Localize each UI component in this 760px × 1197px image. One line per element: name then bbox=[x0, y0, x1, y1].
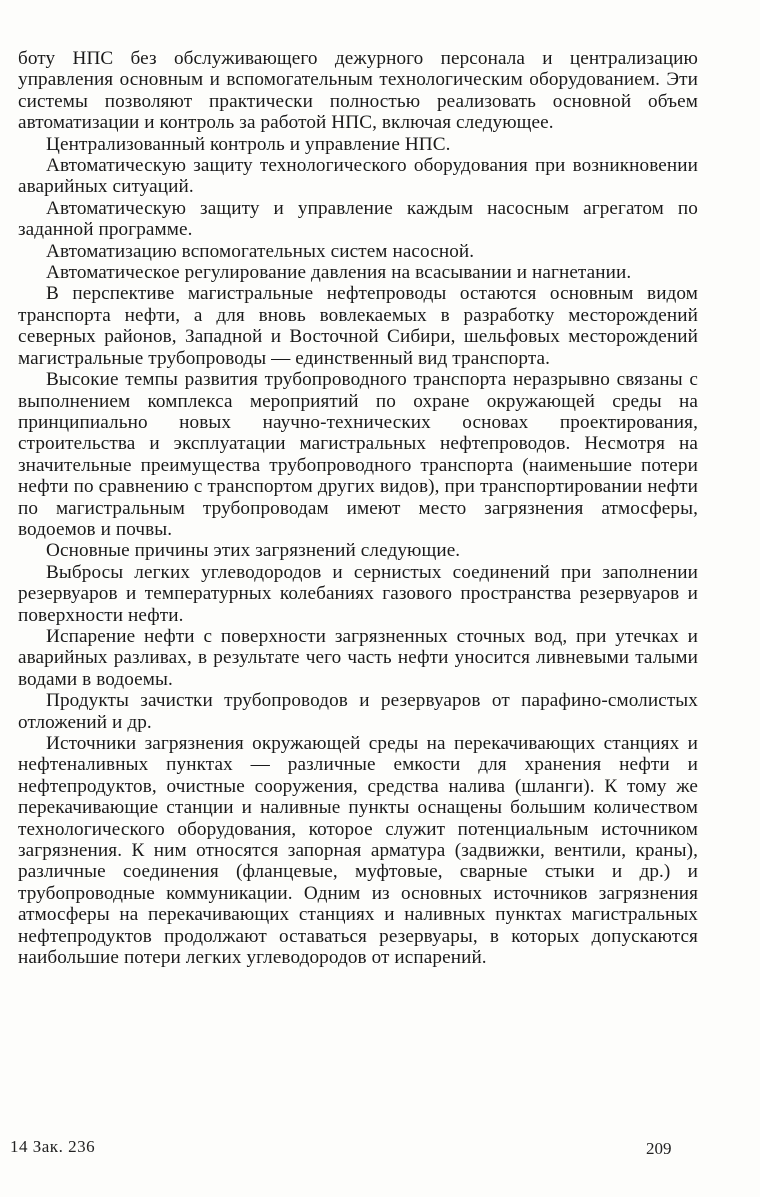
paragraph-pump-unit-control: Автоматическую защиту и управление каждым насосным агрегатом по заданной программе. bbox=[18, 197, 698, 241]
paragraph-continuation: боту НПС без обслуживающего дежурного персонала и централизацию управления основным и вспомогательным технологическим оборудованием. Эти системы позволяют практически полностью реализовать основной объем автоматизации и контроль за работой НПС, включая следующее. bbox=[18, 48, 698, 134]
paragraph-pollution-sources: Источники загрязнения окружающей среды на перекачивающих станциях и нефтеналивных пунктах — различные емкости для хранения нефти и нефтепродуктов, очистные сооружения, средства налива (шланги). К тому же перекачивающие станции и наливные пункты оснащены большим количеством технологического оборудования, которое служит потенциальным источником загрязнения. К ним относятся запорная арматура (задвижки, вентили, краны), различные соединения (фланцевые, муфтовые, сварные стыки и др.) и трубопроводные коммуникации. Одним из основных источников загрязнения атмосферы на перекачивающих станциях и наливных пунктах магистральных нефтепродуктов продолжают оставаться резервуары, в которых допускаются наибольшие потери легких углеводородов от испарений. bbox=[18, 733, 698, 969]
signature-mark: 14 Зак. 236 bbox=[10, 1137, 96, 1156]
paragraph-cleaning-products: Продукты зачистки трубопроводов и резервуаров от парафино-смолистых отложений и др. bbox=[18, 690, 698, 733]
paragraph-perspective: В перспективе магистральные нефтепроводы остаются основным видом транспорта нефти, а для вновь вовлекаемых в разработку месторождений северных районов, Западной и Восточной Сибири, шельфовых месторождений магистральные трубопроводы — единственный вид транспорта. bbox=[18, 283, 698, 369]
paragraph-pressure-regulation: Автоматическое регулирование давления на всасывании и нагнетании. bbox=[46, 262, 632, 284]
paragraph-pollution-causes: Основные причины этих загрязнений следующие. bbox=[46, 540, 461, 562]
paragraph-centralized-control: Централизованный контроль и управление НПС. bbox=[46, 133, 451, 155]
body-text bbox=[18, 48, 698, 968]
paragraph-auxiliary-systems: Автоматизацию вспомогательных систем насосной. bbox=[46, 240, 475, 262]
page-footer bbox=[0, 1137, 760, 1161]
page-number: 209 bbox=[646, 1139, 672, 1158]
paragraph-oil-evaporation: Испарение нефти с поверхности загрязненных сточных вод, при утечках и аварийных разливах, в результате чего часть нефти уносится ливневыми талыми водами в водоемы. bbox=[18, 625, 698, 690]
paragraph-automatic-protection: Автоматическую защиту технологического оборудования при возникновении аварийных ситуаций. bbox=[18, 155, 698, 198]
paragraph-environmental-protection: Высокие темпы развития трубопроводного транспорта неразрывно связаны с выполнением комплекса мероприятий по охране окружающей среды на принципиально новых научно-технических основах проектирования, строительства и эксплуатации магистральных нефтепроводов. Несмотря на значительные преимущества трубопроводного транспорта (наименьшие потери нефти по сравнению с транспортом других видов), при транспортировании нефти по магистральным трубопроводам имеют место загрязнения атмосферы, водоемов и почвы. bbox=[18, 369, 698, 540]
paragraph-hydrocarbon-emissions: Выбросы легких углеводородов и сернистых соединений при заполнении резервуаров и температурных колебаниях газового пространства резервуаров и поверхности нефти. bbox=[18, 561, 698, 626]
